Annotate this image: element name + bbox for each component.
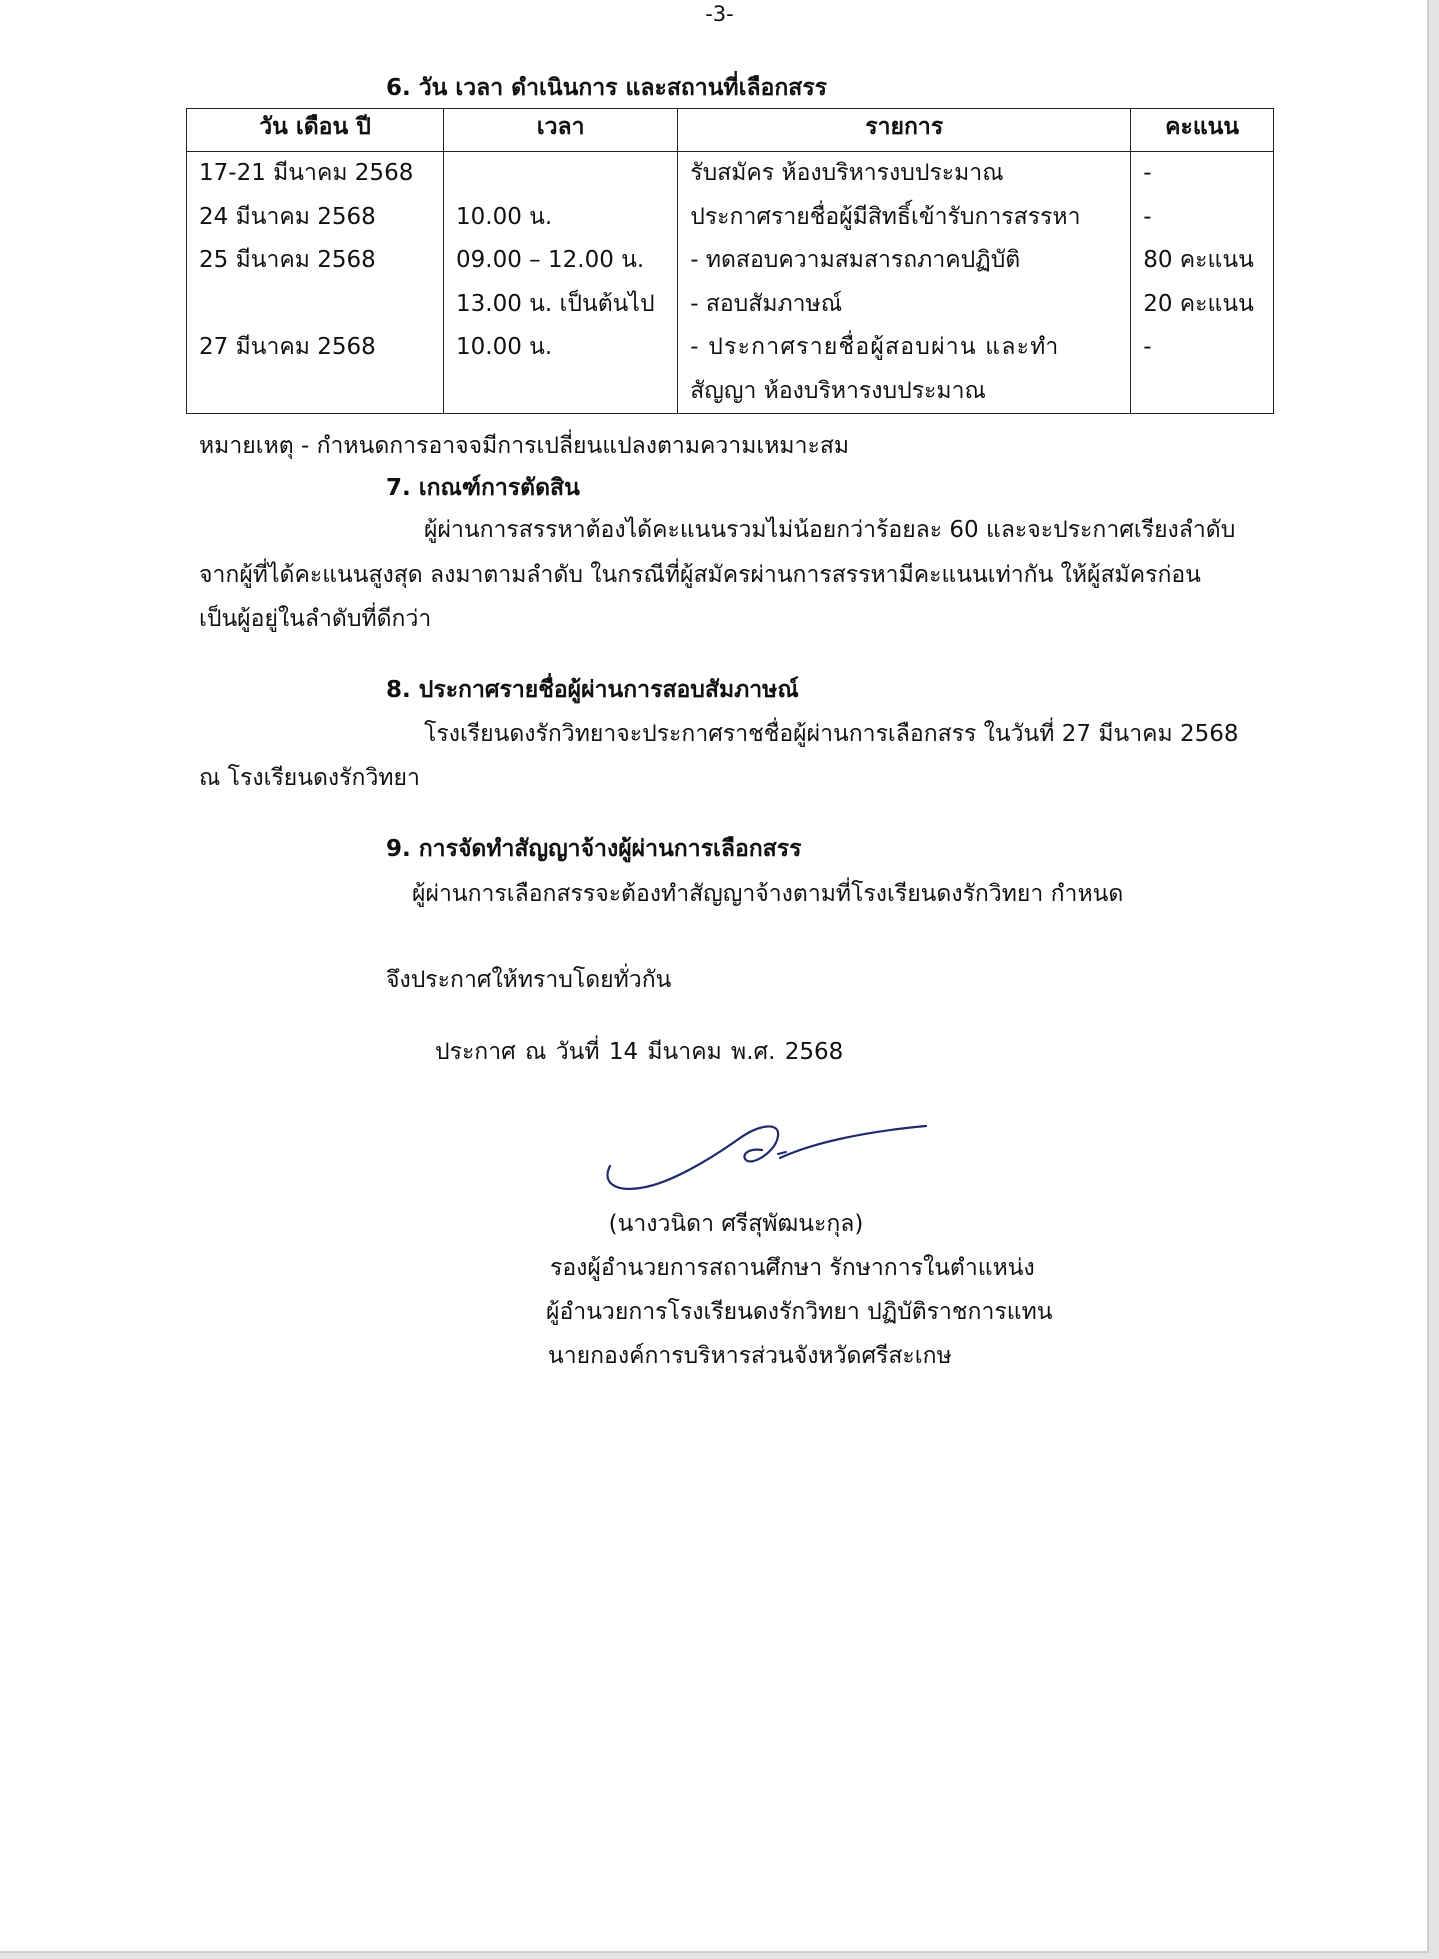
page-number: -3- (705, 2, 734, 26)
cell-date (187, 283, 444, 327)
cell-date: 25 มีนาคม 2568 (187, 239, 444, 283)
schedule-table (186, 108, 1274, 414)
signatory-title-line: รองผู้อำนวยการสถานศึกษา รักษาการในตำแหน่ง (550, 1255, 1035, 1281)
cell-item: - ประกาศรายชื่อผู้สอบผ่าน และทำ (678, 326, 1131, 370)
announcement-date: ประกาศ ณ วันที่ 14 มีนาคม พ.ศ. 2568 (435, 1039, 844, 1065)
signatory-title-line: นายกองค์การบริหารส่วนจังหวัดศรีสะเกษ (548, 1343, 952, 1369)
cell-score (1131, 370, 1274, 414)
section7-heading: 7. เกณฑ์การตัดสิน (386, 475, 580, 501)
cell-item: - สอบสัมภาษณ์ (678, 283, 1131, 327)
signature-image (600, 1114, 940, 1194)
cell-date: 17-21 มีนาคม 2568 (187, 152, 444, 196)
cell-time: 13.00 น. เป็นต้นไป (444, 283, 678, 327)
table-row (187, 196, 1274, 240)
section9-heading: 9. การจัดทำสัญญาจ้างผู้ผ่านการเลือกสรร (386, 836, 802, 862)
cell-date (187, 370, 444, 414)
signatory-name: (นางวนิดา ศรีสุพัฒนะกุล) (608, 1211, 864, 1237)
cell-date: 24 มีนาคม 2568 (187, 196, 444, 240)
cell-item: ประกาศรายชื่อผู้มีสิทธิ์เข้ารับการสรรหา (678, 196, 1131, 240)
signatory-title-line: ผู้อำนวยการโรงเรียนดงรักวิทยา ปฏิบัติราชการแทน (546, 1299, 1053, 1325)
cell-time (444, 370, 678, 414)
cell-time: 10.00 น. (444, 326, 678, 370)
section7-line: ผู้ผ่านการสรรหาต้องได้คะแนนรวมไม่น้อยกว่าร้อยละ 60 และจะประกาศเรียงลำดับ (424, 517, 1236, 543)
cell-date: 27 มีนาคม 2568 (187, 326, 444, 370)
section6-heading: 6. วัน เวลา ดำเนินการ และสถานที่เลือกสรร (386, 75, 828, 101)
cell-item: - ทดสอบความสมสารถภาคปฏิบัติ (678, 239, 1131, 283)
table-header-row (187, 109, 1274, 152)
cell-score: - (1131, 152, 1274, 196)
header-item: รายการ (678, 109, 1131, 152)
table-row (187, 326, 1274, 370)
header-time: เวลา (444, 109, 678, 152)
cell-time (444, 152, 678, 196)
section7-line: เป็นผู้อยู่ในลำดับที่ดีกว่า (199, 606, 432, 632)
schedule-note: หมายเหตุ - กำหนดการอาจจมีการเปลี่ยนแปลงตามความเหมาะสม (199, 433, 850, 459)
header-score: คะแนน (1131, 109, 1274, 152)
table-row (187, 239, 1274, 283)
header-date: วัน เดือน ปี (187, 109, 444, 152)
cell-item: สัญญา ห้องบริหารงบประมาณ (678, 370, 1131, 414)
cell-time: 10.00 น. (444, 196, 678, 240)
table-row (187, 283, 1274, 327)
table-row (187, 370, 1274, 414)
section8-heading: 8. ประกาศรายชื่อผู้ผ่านการสอบสัมภาษณ์ (386, 677, 799, 703)
section9-line: ผู้ผ่านการเลือกสรรจะต้องทำสัญญาจ้างตามที่โรงเรียนดงรักวิทยา กำหนด (412, 881, 1124, 907)
cell-score: 20 คะแนน (1131, 283, 1274, 327)
cell-item: รับสมัคร ห้องบริหารงบประมาณ (678, 152, 1131, 196)
cell-score: - (1131, 196, 1274, 240)
section8-line: ณ โรงเรียนดงรักวิทยา (199, 765, 420, 791)
cell-score: - (1131, 326, 1274, 370)
cell-time: 09.00 – 12.00 น. (444, 239, 678, 283)
cell-score: 80 คะแนน (1131, 239, 1274, 283)
closing-statement: จึงประกาศให้ทราบโดยทั่วกัน (386, 967, 672, 993)
table-row (187, 152, 1274, 196)
section8-line: โรงเรียนดงรักวิทยาจะประกาศราชชื่อผู้ผ่านการเลือกสรร ในวันที่ 27 มีนาคม 2568 (424, 721, 1239, 747)
section7-line: จากผู้ที่ได้คะแนนสูงสุด ลงมาตามลำดับ ในกรณีที่ผู้สมัครผ่านการสรรหามีคะแนนเท่ากัน ให้ผู้สมัครก่อน (199, 562, 1201, 588)
